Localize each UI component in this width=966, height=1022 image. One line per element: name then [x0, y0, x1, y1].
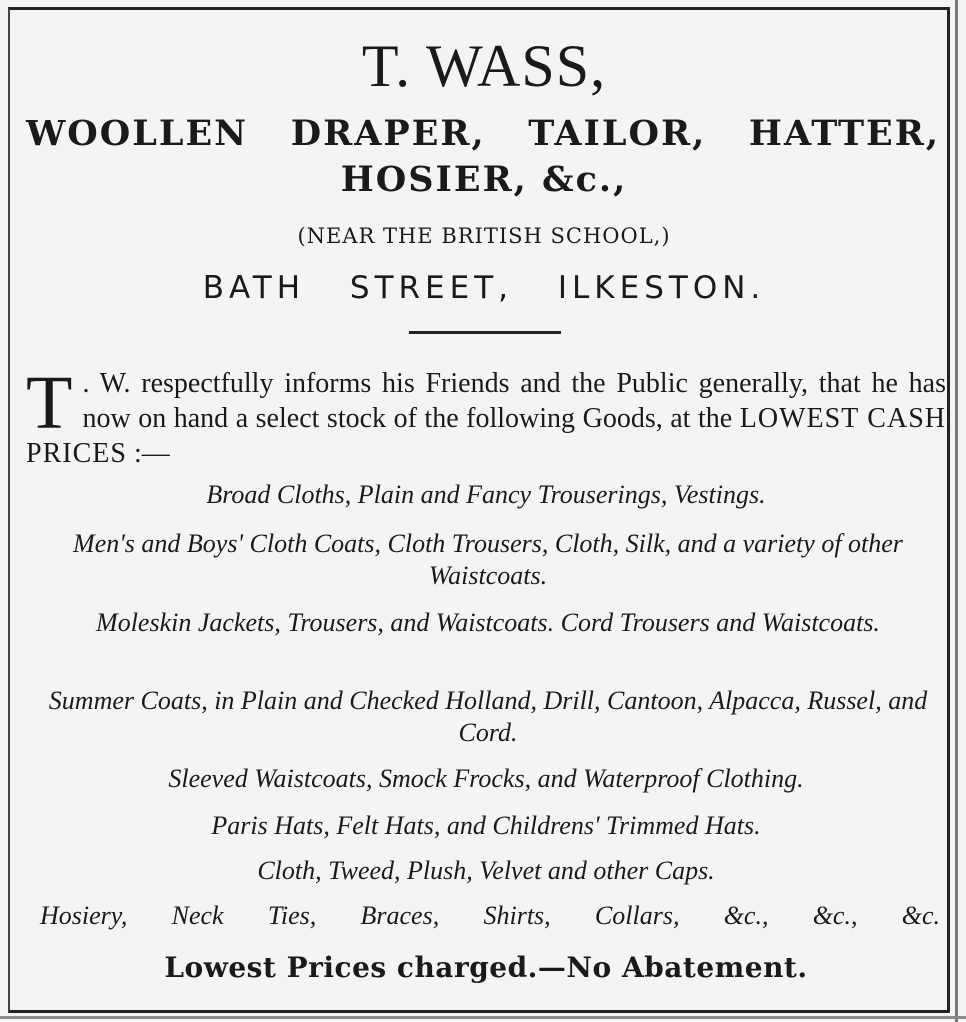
- intro-text: . W. respectfully informs his Friends and the Public generally, that he has now on hand a select stock of the following Goods, at the: [82, 368, 946, 434]
- goods-item: Paris Hats, Felt Hats, and Childrens' Trimmed Hats.: [211, 811, 761, 840]
- trades-line-2: HOSIER, &c.,: [340, 159, 628, 200]
- goods-item: Broad Cloths, Plain and Fancy Trouserings, Vestings.: [206, 480, 766, 509]
- intro-caps-text: LOWEST CASH PRICES: [26, 403, 947, 469]
- goods-item: Moleskin Jackets, Trousers, and Waistcoats. Cord Trousers and Waistcoats.: [96, 608, 880, 637]
- goods-item: Cloth, Tweed, Plush, Velvet and other Caps.: [257, 856, 715, 885]
- intro-text-end: :—: [133, 438, 170, 469]
- goods-item: Hosiery, Neck Ties, Braces, Shirts, Collars, &c., &c., &c.: [40, 901, 940, 930]
- trades-line-1: WOOLLEN DRAPER, TAILOR, HATTER,: [26, 113, 940, 154]
- page-edge-bottom: [0, 1016, 966, 1019]
- goods-item: Men's and Boys' Cloth Coats, Cloth Trousers, Cloth, Silk, and a variety of other Waistcoats.: [73, 529, 903, 590]
- divider-rule: [409, 331, 561, 334]
- goods-item: Sleeved Waistcoats, Smock Frocks, and Waterproof Clothing.: [168, 764, 804, 793]
- drop-cap: T: [26, 361, 73, 445]
- page-edge-right: [955, 0, 958, 1022]
- closing-line: Lowest Prices charged.—No Abatement.: [164, 951, 808, 984]
- address: BATH STREET, ILKESTON.: [202, 270, 766, 306]
- intro-paragraph: [26, 361, 947, 471]
- goods-item: Summer Coats, in Plain and Checked Holland, Drill, Cantoon, Alpacca, Russel, and Cord.: [48, 686, 928, 747]
- location-note: (NEAR THE BRITISH SCHOOL,): [297, 224, 671, 248]
- merchant-name: T. WASS,: [361, 33, 607, 99]
